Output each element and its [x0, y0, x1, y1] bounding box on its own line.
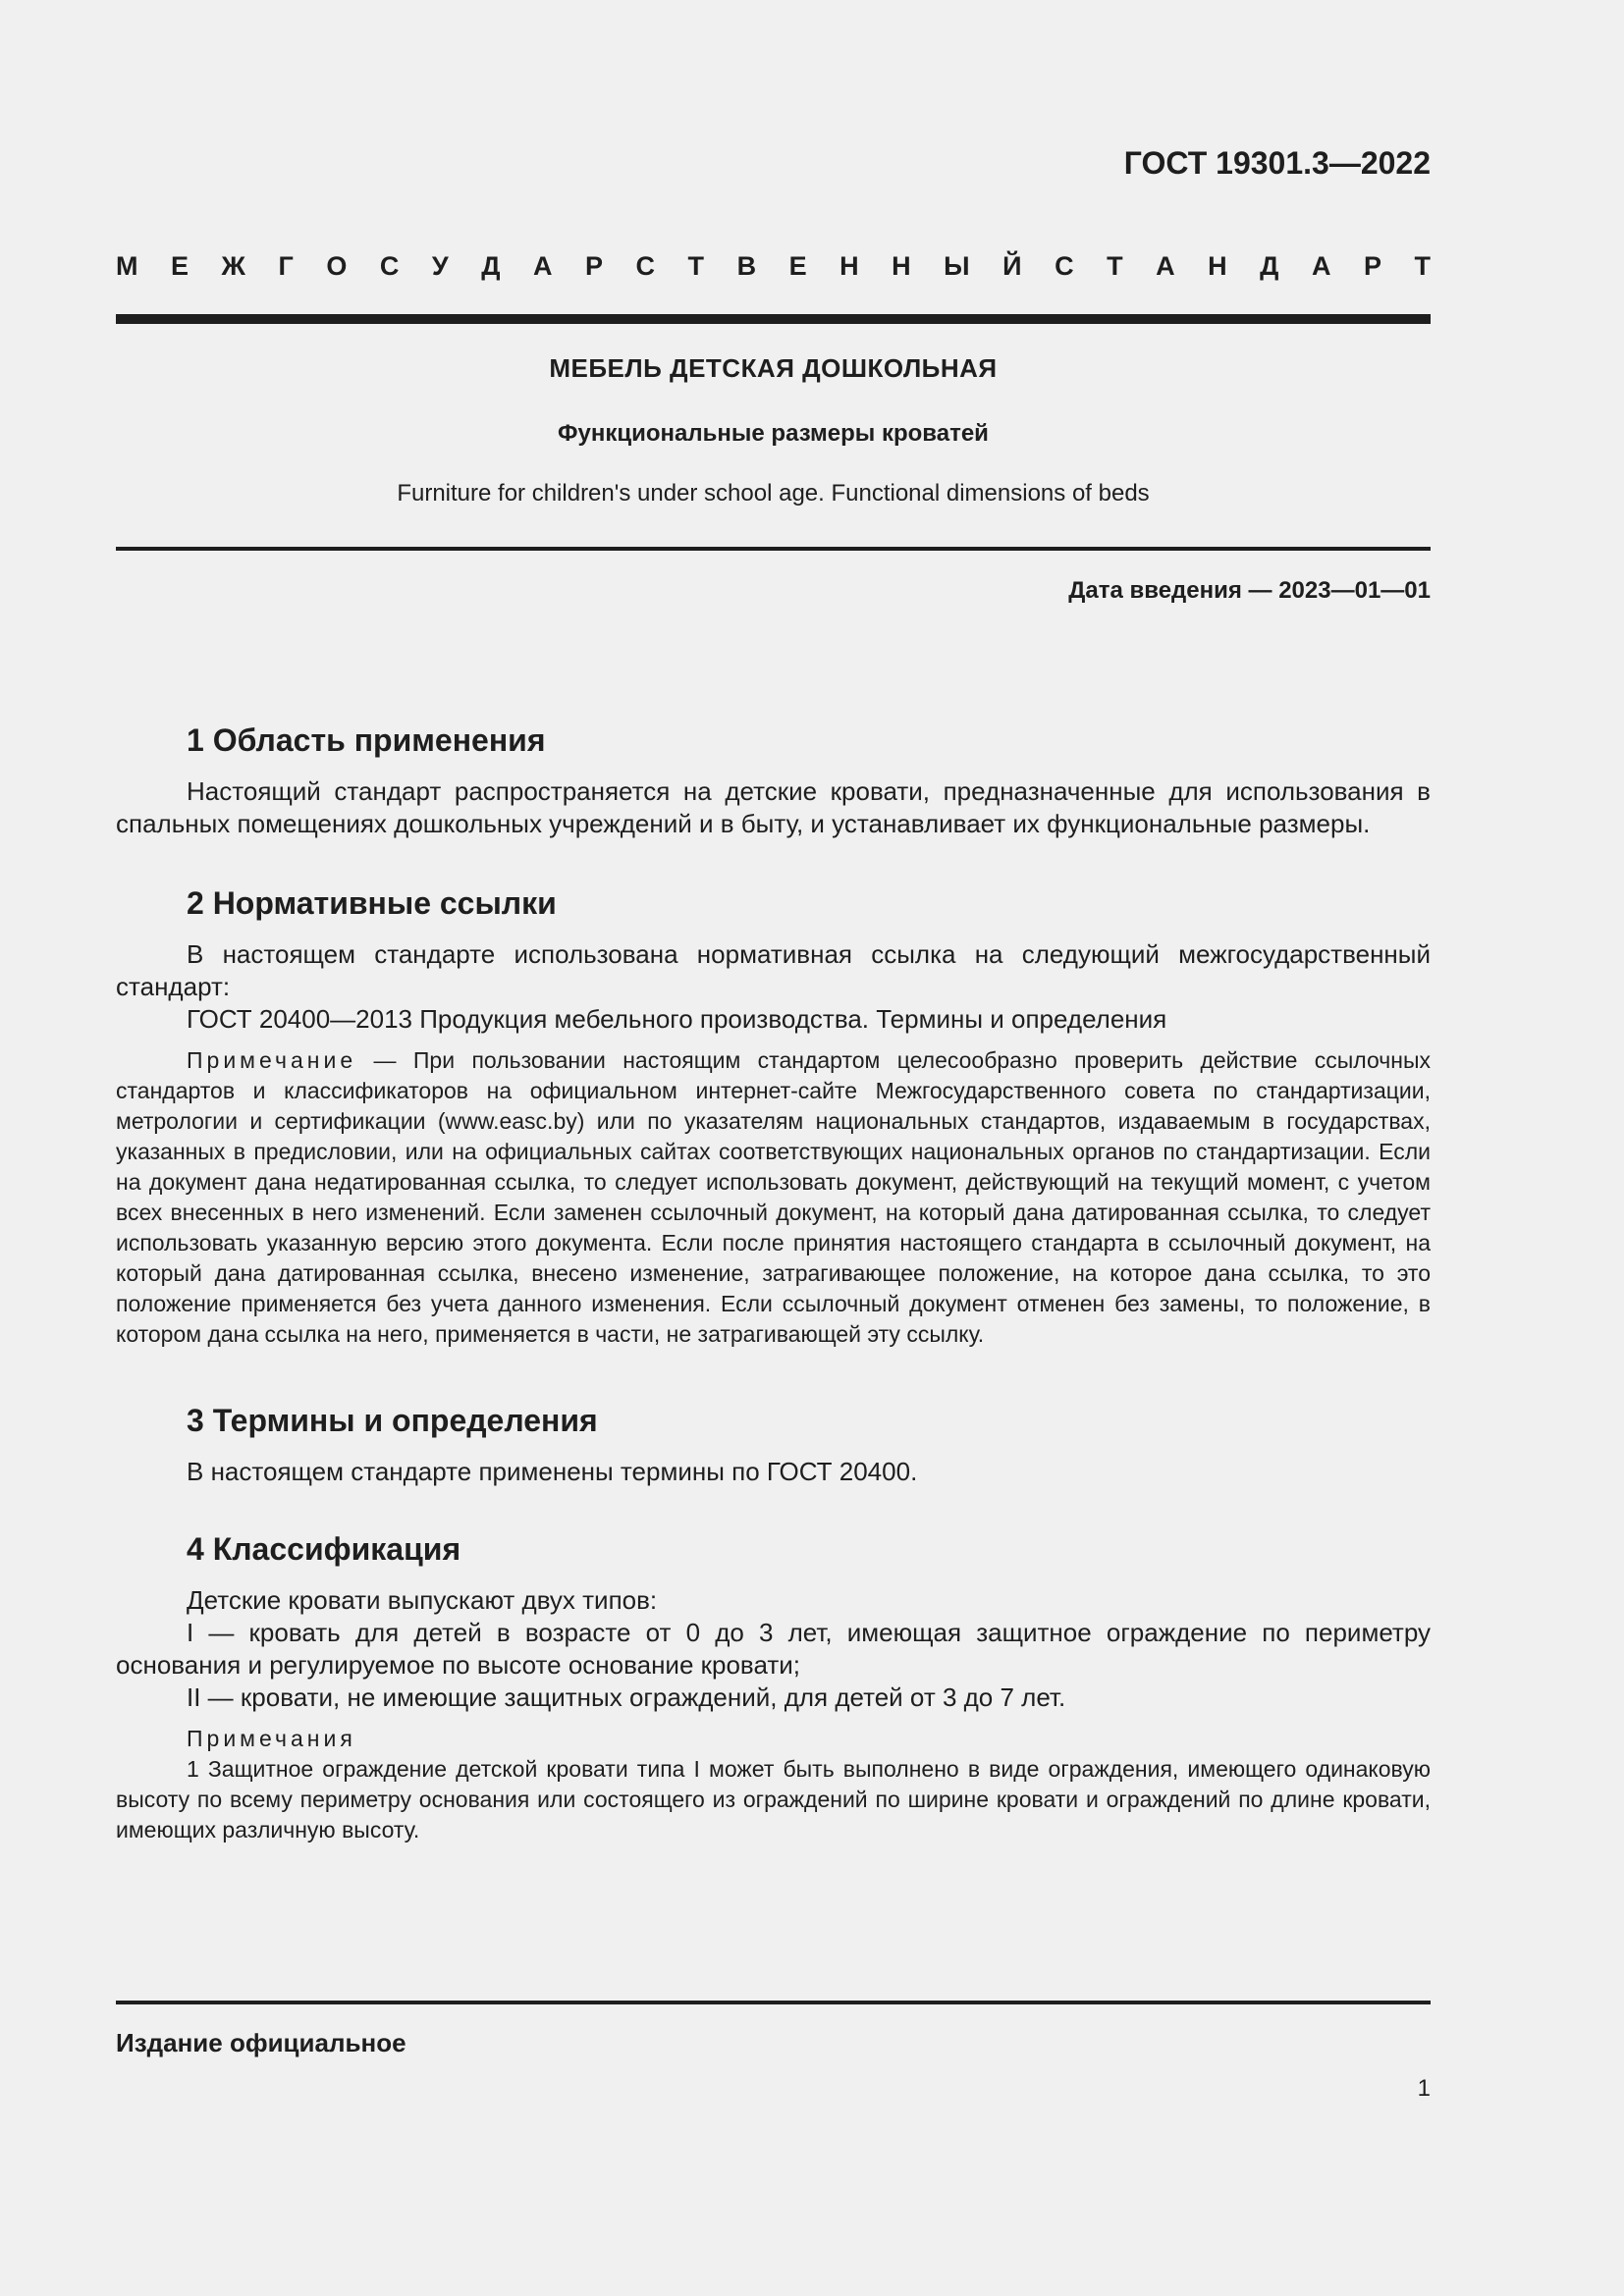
section-2-note — [116, 1045, 1431, 1350]
document-subtitle: Функциональные размеры кроватей — [558, 420, 989, 447]
section-3-paragraph: В настоящем стандарте применены термины по ГОСТ 20400. — [187, 1457, 918, 1486]
section-4-note-1: 1 Защитное ограждение детской кровати типа I может быть выполнено в виде ограждения, имеющего одинаковую высоту по всему периметру основания или состоящего из ограждений по ширине кровати и ограждений по длине кровати, имеющих различную высоту. — [116, 1756, 1431, 1842]
section-4-paragraph: Детские кровати выпускают двух типов: — [187, 1585, 658, 1615]
section-2-paragraph: В настоящем стандарте использована нормативная ссылка на следующий межгосударственный стандарт: — [116, 939, 1431, 1001]
title-bottom-rule — [116, 547, 1431, 551]
section-4-heading: 4 Классификация — [187, 1531, 461, 1567]
document-title-english: Furniture for children's under school age. Functional dimensions of beds — [397, 480, 1150, 507]
introduction-date: Дата введения — 2023—01—01 — [1068, 577, 1431, 604]
page-number: 1 — [1417, 2075, 1431, 2102]
section-4-type-2: II — кровати, не имеющие защитных ограждений, для детей от 3 до 7 лет. — [187, 1682, 1066, 1712]
note-text: — При пользовании настоящим стандартом целесообразно проверить действие ссылочных стандартов и классификаторов на официальном интернет-сайте Межгосударственного совета по стандартизации, метрологии и сертификации (www.easc.by) или по указателям национальных стандартов, издаваемым в государствах, указанных в предисловии, или на официальных сайтах соответствующих национальных органов по стандартизации. Если на документ дана недатированная ссылка, то следует использовать документ, действующий на текущий момент, с учетом всех внесенных в него изменений. Если заменен ссылочный документ, на который дана датированная ссылка, то следует использовать указанную версию этого документа. Если после принятия настоящего стандарта в ссылочный документ, на который дана датированная ссылка, внесено изменение, затрагивающее положение, на которое дана ссылка, то это положение применяется без учета данного изменения. Если ссылочный документ отменен без замены, то положение, в котором дана ссылка на него, применяется в части, не затрагивающей эту ссылку. — [116, 1047, 1431, 1347]
note-label: Примечание — [187, 1047, 357, 1073]
section-3-heading: 3 Термины и определения — [187, 1403, 598, 1438]
section-1-heading: 1 Область применения — [187, 722, 546, 758]
footer-rule — [116, 2001, 1431, 2004]
header-thick-rule — [116, 314, 1431, 324]
section-2-reference: ГОСТ 20400—2013 Продукция мебельного производства. Термины и определения — [187, 1004, 1167, 1034]
gost-number: ГОСТ 19301.3—2022 — [1123, 145, 1431, 181]
interstate-standard-banner — [116, 251, 1431, 282]
edition-label: Издание официальное — [116, 2028, 406, 2057]
document-title: МЕБЕЛЬ ДЕТСКАЯ ДОШКОЛЬНАЯ — [549, 353, 998, 383]
interstate-standard-text: М Е Ж Г О С У Д А Р С Т В Е Н Н Ы Й С Т А Н Д А Р Т — [116, 251, 1431, 281]
section-4-notes-label — [116, 1724, 1431, 1754]
notes-label-text: Примечания — [187, 1726, 356, 1751]
document-page — [116, 0, 1431, 2296]
document-body — [116, 721, 1431, 1845]
section-2-heading: 2 Нормативные ссылки — [187, 885, 557, 921]
section-4-type-1: I — кровать для детей в возрасте от 0 до 3 лет, имеющая защитное ограждение по периметру основания и регулируемое по высоте основание кровати; — [116, 1618, 1431, 1680]
section-1-paragraph: Настоящий стандарт распространяется на детские кровати, предназначенные для использования в спальных помещениях дошкольных учреждений и в быту, и устанавливает их функциональные размеры. — [116, 776, 1431, 838]
